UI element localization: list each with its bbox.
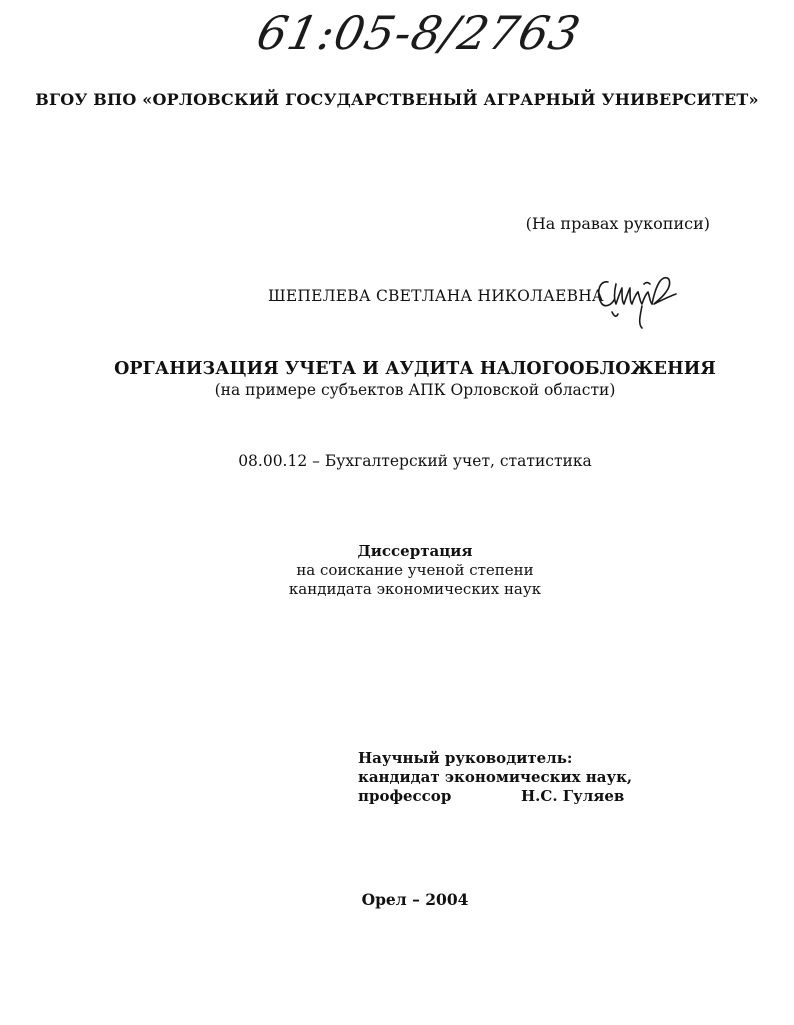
handwritten-archive-code (252, 6, 585, 60)
dissertation-heading: Диссертация (357, 542, 473, 560)
supervisor-block (358, 749, 632, 806)
manuscript-rights-note: (На правах рукописи) (525, 214, 710, 233)
dissertation-subtitle: (на примере субъектов АПК Орловской области) (214, 381, 616, 399)
supervisor-label: Научный руководитель: (358, 749, 573, 767)
supervisor-title: профессор (358, 787, 452, 805)
degree-line-1: на соискание ученой степени (296, 561, 534, 579)
archive-code-text: 61:05-8/2763 (252, 6, 586, 60)
degree-line-2: кандидата экономических наук (288, 580, 542, 598)
author-signature (592, 270, 682, 330)
supervisor-degree: кандидат экономических наук, (358, 768, 633, 786)
dissertation-degree-block (0, 542, 794, 599)
university-name: ВГОУ ВПО «ОРЛОВСКИЙ ГОСУДАРСТВЕНЫЙ АГРАРНЫЙ УНИВЕРСИТЕТ» (35, 90, 759, 109)
supervisor-name: Н.С. Гуляев (521, 787, 625, 805)
specialty-code: 08.00.12 – Бухгалтерский учет, статистика (238, 452, 592, 470)
supervisor-title-row (358, 787, 632, 806)
dissertation-title: ОРГАНИЗАЦИЯ УЧЕТА И АУДИТА НАЛОГООБЛОЖЕНИЯ (114, 359, 716, 379)
author-name: ШЕПЕЛЕВА СВЕТЛАНА НИКОЛАЕВНА (268, 287, 604, 305)
city-year: Орел – 2004 (361, 890, 469, 909)
